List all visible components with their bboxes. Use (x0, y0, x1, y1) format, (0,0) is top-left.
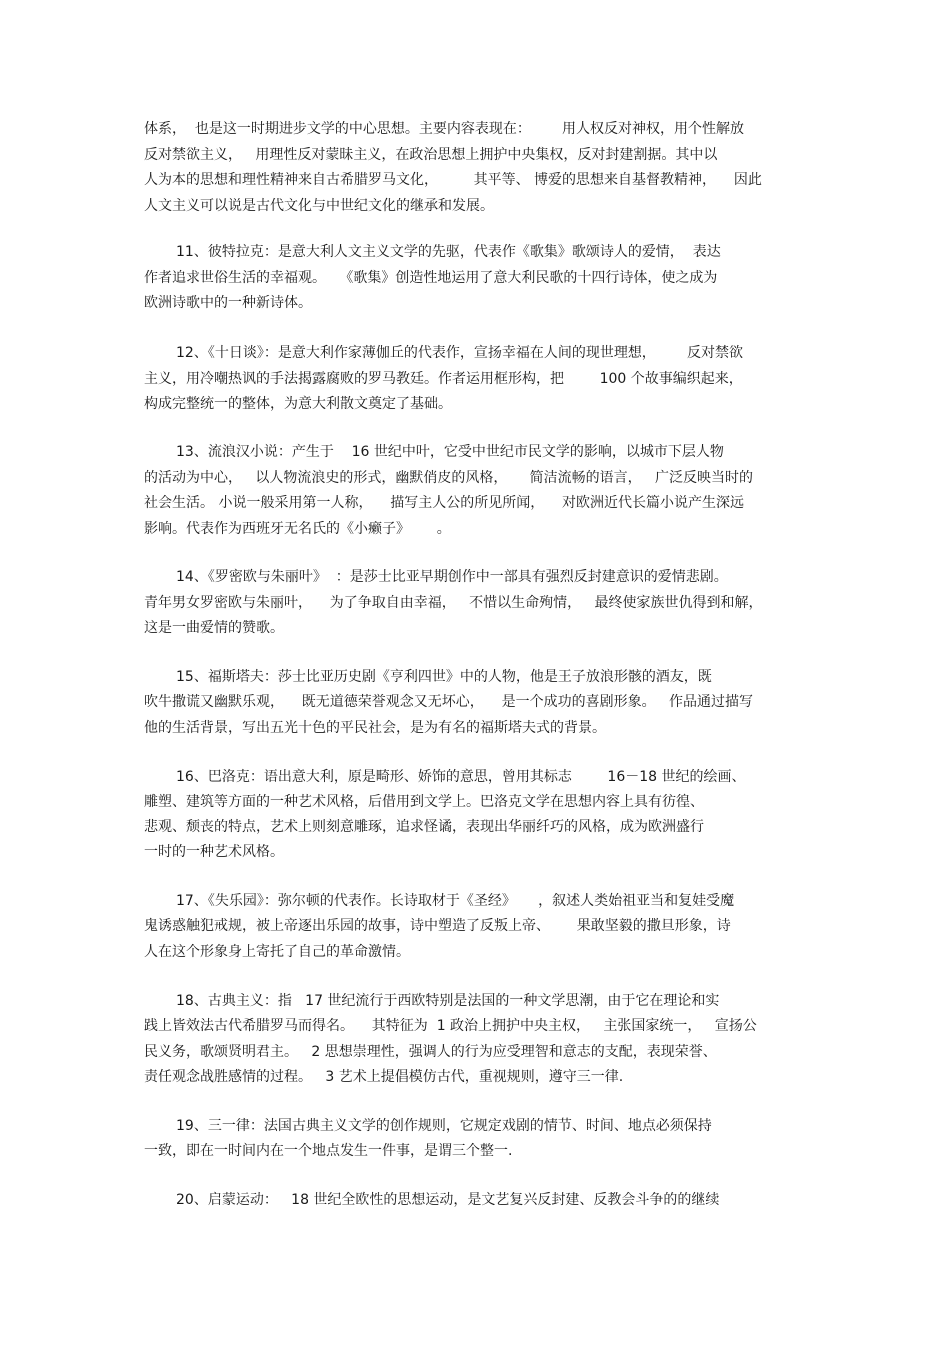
text-line: 构成完整统一的整体，为意大利散文奠定了基础。 (144, 396, 452, 412)
text-line: 18、古典主义：指 17 世纪流行于西欧特别是法国的一种文学思潮，由于它在理论和实 (176, 993, 720, 1009)
text-line: 作者追求世俗生活的幸福观。 《歌集》创造性地运用了意大利民歌的十四行诗体，使之成为 (144, 270, 718, 286)
text-line: 吹牛撒谎又幽默乐观， 既无道德荣誉观念又无坏心， 是一个成功的喜剧形象。 作品通过描写 (144, 694, 753, 710)
text-line: 雕塑、建筑等方面的一种艺术风格，后借用到文学上。巴洛克文学在思想内容上具有彷徨、 (144, 794, 704, 810)
text-line: 一致，即在一时间内在一个地点发生一件事，是谓三个整一. (144, 1143, 513, 1159)
text-line: 践上皆效法古代希腊罗马而得名。 其特征为 1 政治上拥护中央主权， 主张国家统一， 宣扬公 (144, 1018, 757, 1034)
text-line: 主义，用冷嘲热讽的手法揭露腐败的罗马教廷。作者运用框形构，把 100 个故事编织起来， (144, 371, 743, 387)
text-line: 的活动为中心， 以人物流浪史的形式，幽默俏皮的风格， 简洁流畅的语言， 广泛反映当时的 (144, 470, 753, 486)
text-line: 13、流浪汉小说：产生于 16 世纪中叶，它受中世纪市民文学的影响，以城市下层人物 (176, 444, 724, 460)
text-line: 人为本的思想和理性精神来自古希腊罗马文化， 其平等、 博爱的思想来自基督教精神， 因此 (144, 172, 762, 188)
text-line: 体系， 也是这一时期进步文学的中心思想。主要内容表现在： 用人权反对神权，用个性解放 (144, 121, 745, 137)
text-line: 12、《十日谈》：是意大利作家薄伽丘的代表作，宣扬幸福在人间的现世理想， 反对禁欲 (176, 345, 743, 361)
text-line: 人在这个形象身上寄托了自己的革命激情。 (144, 944, 410, 960)
text-line: 20、启蒙运动： 18 世纪全欧性的思想运动，是文艺复兴反封建、反教会斗争的的继续 (176, 1192, 720, 1208)
text-line: 鬼诱惑触犯戒规，被上帝逐出乐园的故事，诗中塑造了反叛上帝、 果敢坚毅的撒旦形象，诗 (144, 918, 731, 934)
text-line: 16、巴洛克：语出意大利，原是畸形、娇饰的意思，曾用其标志 16－18 世纪的绘画、 (176, 769, 746, 785)
text-line: 17、《失乐园》：弥尔顿的代表作。长诗取材于《圣经》 ，叙述人类始祖亚当和复娃受魔 (176, 893, 735, 909)
text-line: 他的生活背景，写出五光十色的平民社会，是为有名的福斯塔夫式的背景。 (144, 720, 606, 736)
text-line: 15、福斯塔夫：莎士比亚历史剧《亨利四世》中的人物，他是王子放浪形骸的酒友，既 (176, 669, 712, 685)
text-line: 责任观念战胜感情的过程。 3 艺术上提倡模仿古代，重视规则，遵守三一律. (144, 1069, 624, 1085)
text-line: 社会生活。 小说一般采用第一人称， 描写主人公的所见所闻， 对欧洲近代长篇小说产生深远 (144, 495, 745, 511)
text-line: 一时的一种艺术风格。 (144, 844, 284, 860)
text-line: 这是一曲爱情的赞歌。 (144, 620, 284, 636)
text-line: 11、彼特拉克：是意大利人文主义文学的先驱，代表作《歌集》歌颂诗人的爱情， 表达 (176, 244, 721, 260)
text-line: 19、三一律：法国古典主义文学的创作规则，它规定戏剧的情节、时间、地点必须保持 (176, 1118, 712, 1134)
text-line: 青年男女罗密欧与朱丽叶， 为了争取自由幸福， 不惜以生命殉情， 最终使家族世仇得到和解， (144, 595, 763, 611)
text-line: 14、《罗密欧与朱丽叶》 ：是莎士比亚早期创作中一部具有强烈反封建意识的爱情悲剧。 (176, 569, 728, 585)
text-line: 影响。代表作为西班牙无名氏的《小癞子》 。 (144, 521, 451, 537)
text-line: 民义务，歌颂贤明君主。 2 思想崇理性，强调人的行为应受理智和意志的支配，表现荣誉、 (144, 1044, 717, 1060)
text-line: 欧洲诗歌中的一种新诗体。 (144, 295, 312, 311)
text-line: 悲观、颓丧的特点，艺术上则刻意雕琢，追求怪谲，表现出华丽纤巧的风格，成为欧洲盛行 (144, 819, 704, 835)
text-line: 反对禁欲主义， 用理性反对蒙昧主义，在政治思想上拥护中央集权，反对封建割据。其中以 (144, 147, 718, 163)
text-line: 人文主义可以说是古代文化与中世纪文化的继承和发展。 (144, 198, 494, 214)
